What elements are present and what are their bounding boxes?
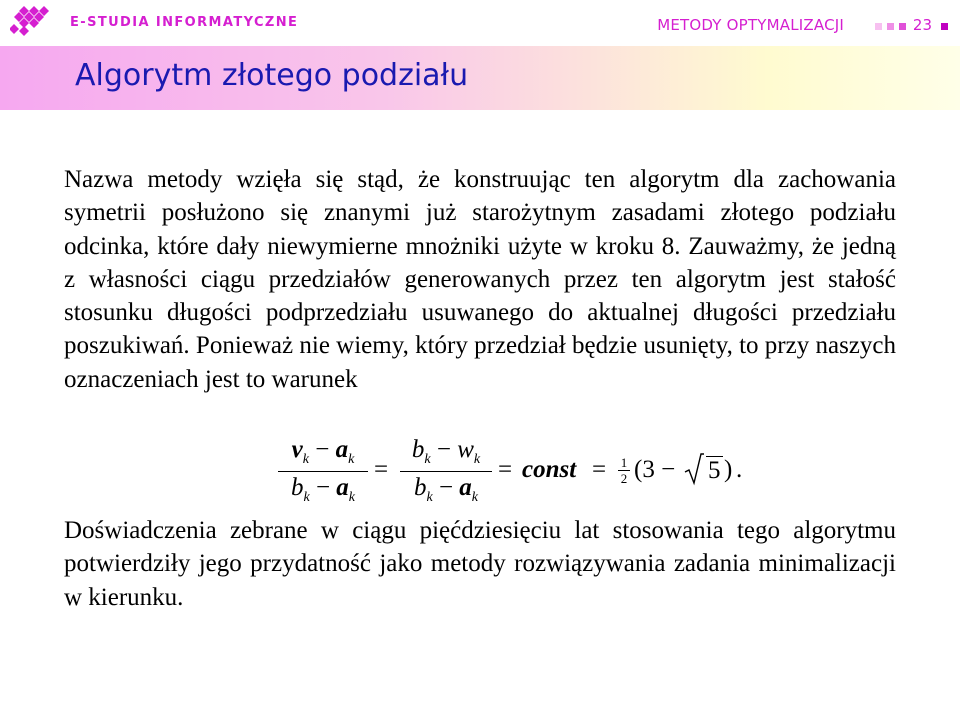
fraction-numerator: $v_k - a_k$	[291, 436, 355, 467]
square-icon	[875, 23, 882, 30]
paragraph-conclusion: Doświadczenia zebrane w ciągu pięćdziesięciu lat stosowania tego algorytmu potwierdziły jego przydatność jako metody rozwiązywania zadania minimalizacji w kierunku.	[64, 517, 896, 611]
brand-name: E-STUDIA INFORMATYCZNE	[70, 15, 299, 30]
fraction-bar	[400, 471, 492, 472]
paren-open: (3 −	[634, 456, 676, 483]
fraction-bar	[278, 471, 368, 472]
sqrt-icon	[684, 452, 704, 486]
const-symbol: const	[522, 456, 577, 483]
paren-close: )	[724, 456, 733, 483]
page-number: 23	[912, 16, 932, 34]
equals-sign: =	[498, 456, 513, 483]
fraction-denominator: $b_k - a_k$	[290, 474, 356, 506]
slide-title: Algorytm złotego podziału	[75, 58, 469, 93]
paragraph-intro: Nazwa metody wzięła się stąd, że konstruując ten algorytm dla zachowania symetrii posłużono się znanymi już starożytnym zasadami złotego podziału odcinka, które dały niewymierne mnożniki użyte w kroku 8. Zauważmy, że jedną z własności ciągu przedziałów generowanych przez ten algorytm jest stałość stosunku długości podprzedziału usuwanego do aktualnej długości przedziału poszukiwań. Ponieważ nie wiemy, który przedział będzie usunięty, to przy naszych oznaczeniach jest to warunek	[64, 166, 896, 393]
end-period: .	[736, 456, 743, 483]
fraction-2	[400, 436, 492, 506]
equals-sign: =	[374, 456, 389, 483]
square-icon	[887, 23, 894, 30]
half-fraction: 1 2	[618, 456, 630, 485]
progress-squares	[875, 23, 906, 30]
equals-sign: =	[592, 456, 607, 483]
estudia-logo-icon	[10, 4, 54, 38]
square-icon	[941, 23, 948, 30]
fraction-denominator: $b_k - a_k$	[413, 474, 479, 506]
square-icon	[899, 23, 906, 30]
course-title: METODY OPTYMALIZACJI	[657, 16, 844, 34]
sqrt-argument: 5	[708, 457, 721, 484]
golden-ratio-formula	[278, 436, 758, 508]
fraction-1	[278, 436, 368, 506]
fraction-numerator: $b_k - w_k$	[411, 436, 481, 467]
